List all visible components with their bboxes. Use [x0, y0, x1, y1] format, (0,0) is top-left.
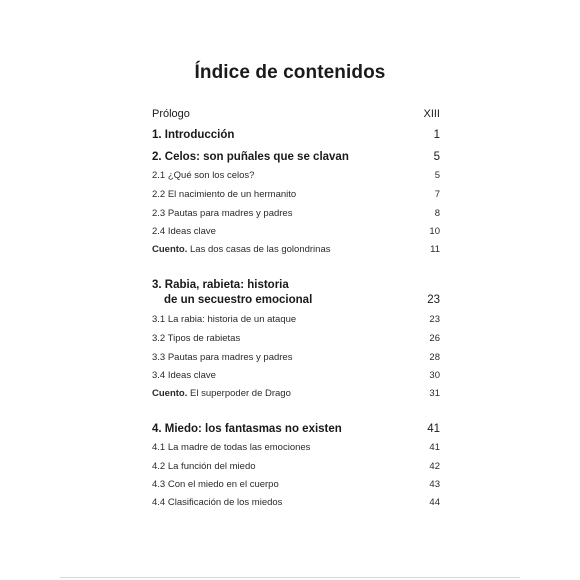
toc-section-label: 3.1 La rabia: historia de un ataque	[152, 314, 297, 325]
toc-chapter-label: 1. Introducción	[152, 129, 235, 141]
toc-chapter-page: 5	[433, 151, 440, 163]
toc-section	[152, 479, 440, 490]
toc-section	[152, 226, 440, 237]
toc-chapter-page: 1	[433, 129, 440, 141]
toc-section	[152, 314, 440, 325]
toc-chapter-4	[152, 423, 440, 435]
toc-section-label: 2.3 Pautas para madres y padres	[152, 208, 293, 219]
toc-section	[152, 497, 440, 508]
page-edge-divider	[60, 577, 520, 578]
toc-chapter-label: 4. Miedo: los fantasmas no existen	[152, 423, 342, 435]
toc-story-title: Las dos casas de las golondrinas	[190, 244, 331, 255]
toc-chapter-page: 23	[427, 294, 440, 306]
toc-section	[152, 352, 440, 363]
toc-section	[152, 461, 440, 472]
toc-section-page: 7	[434, 189, 440, 200]
toc-entry-prologue	[152, 108, 440, 120]
toc-chapter-label-continued: de un secuestro emocional	[164, 294, 313, 306]
toc-story-title: El superpoder de Drago	[190, 388, 291, 399]
toc-chapter-1	[152, 129, 440, 141]
toc-section	[152, 333, 440, 344]
toc-section-label: 4.3 Con el miedo en el cuerpo	[152, 479, 279, 490]
page-title: Índice de contenidos	[194, 62, 386, 83]
toc-section	[152, 189, 440, 200]
toc-section-label: 4.4 Clasificación de los miedos	[152, 497, 283, 508]
toc-section-page: 8	[434, 208, 440, 219]
toc-section-page: 23	[429, 314, 440, 325]
toc-section-page: 41	[429, 442, 440, 453]
toc-story-page: 31	[429, 388, 440, 399]
toc-section-label: 2.4 Ideas clave	[152, 226, 216, 237]
toc-section-page: 30	[429, 370, 440, 381]
toc-entry-label: Prólogo	[152, 108, 190, 120]
toc-section-page: 42	[429, 461, 440, 472]
toc-section-label: 3.2 Tipos de rabietas	[152, 333, 241, 344]
toc-section-page: 43	[429, 479, 440, 490]
toc-section	[152, 370, 440, 381]
toc-section-label: 4.2 La función del miedo	[152, 461, 256, 472]
toc-section-label: 3.3 Pautas para madres y padres	[152, 352, 293, 363]
toc-chapter-2	[152, 151, 440, 163]
toc-entry-page: XIII	[423, 108, 440, 120]
toc-chapter-3-line2	[152, 294, 440, 306]
toc-section	[152, 170, 440, 181]
toc-story-keyword: Cuento.	[152, 244, 188, 255]
toc-section-page: 26	[429, 333, 440, 344]
toc-section-label: 4.1 La madre de todas las emociones	[152, 442, 311, 453]
toc-chapter-label: 2. Celos: son puñales que se clavan	[152, 151, 349, 163]
toc-chapter-page: 41	[427, 423, 440, 435]
toc-story-label	[152, 244, 330, 255]
toc-section	[152, 442, 440, 453]
toc-story-label	[152, 388, 291, 399]
toc-section-page: 5	[434, 170, 440, 181]
toc-section-page: 28	[429, 352, 440, 363]
toc-story	[152, 244, 440, 255]
toc-section-page: 44	[429, 497, 440, 508]
toc-story	[152, 388, 440, 399]
toc-section-page: 10	[429, 226, 440, 237]
toc-chapter-3-line1	[152, 279, 440, 291]
toc-section	[152, 208, 440, 219]
toc-story-keyword: Cuento.	[152, 388, 188, 399]
toc-story-page: 11	[430, 244, 440, 255]
toc-section-label: 2.2 El nacimiento de un hermanito	[152, 189, 297, 200]
toc-section-label: 3.4 Ideas clave	[152, 370, 216, 381]
toc-section-label: 2.1 ¿Qué son los celos?	[152, 170, 255, 181]
toc-chapter-label: 3. Rabia, rabieta: historia	[152, 279, 289, 291]
